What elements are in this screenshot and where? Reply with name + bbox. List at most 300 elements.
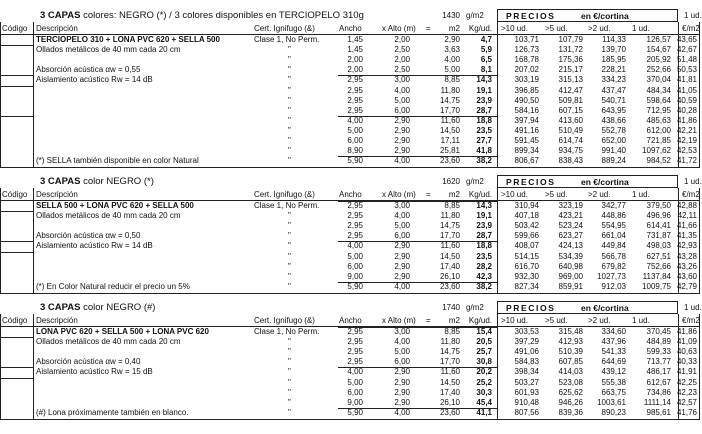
row-ancho: 9,00 bbox=[347, 271, 363, 281]
price-section bbox=[0, 10, 700, 171]
row-kg: 25,2 bbox=[476, 377, 492, 387]
row-alto: 2,50 bbox=[394, 45, 410, 55]
row-kg: 41,1 bbox=[476, 407, 492, 417]
row-price-2: 439,12 bbox=[601, 367, 626, 377]
row-ancho: 4,00 bbox=[347, 367, 363, 377]
row-ancho: 5,00 bbox=[347, 251, 363, 261]
row-m2: 14,50 bbox=[439, 377, 460, 387]
row-kg: 25,7 bbox=[476, 347, 492, 357]
row-m2: 14,50 bbox=[439, 125, 460, 135]
row-ancho: 2,95 bbox=[347, 211, 363, 221]
row-description: Ollados metálicos de 40 mm cada 20 cm bbox=[36, 337, 181, 347]
row-kg: 19,1 bbox=[476, 85, 492, 95]
row-kg: 4,7 bbox=[480, 35, 492, 44]
row-price-1: 734,86 bbox=[646, 387, 671, 397]
row-ancho: 5,00 bbox=[347, 125, 363, 135]
row-description: Ollados metálicos de 40 mm cada 20 cm bbox=[36, 211, 181, 221]
row-cert: " bbox=[288, 55, 291, 65]
row-cert: " bbox=[288, 95, 291, 105]
row-ancho: 2,95 bbox=[347, 221, 363, 231]
row-kg: 30,3 bbox=[476, 387, 492, 397]
row-alto: 6,00 bbox=[394, 231, 410, 241]
section-title-rest: color NEGRO (*) bbox=[80, 176, 154, 187]
row-cert: Clase 1, No Perm. bbox=[254, 201, 320, 210]
row-alto: 2,90 bbox=[394, 397, 410, 407]
row-ancho: 2,95 bbox=[347, 337, 363, 347]
row-price-2: 679,82 bbox=[601, 261, 626, 271]
row-kg: 15,4 bbox=[476, 327, 492, 336]
row-kg: 41,8 bbox=[476, 146, 492, 156]
row-price-2: 661,04 bbox=[601, 231, 626, 241]
precios-unit: en €/cortina bbox=[581, 177, 629, 187]
row-cert: " bbox=[288, 85, 291, 95]
row-ancho: 2,95 bbox=[347, 75, 363, 85]
row-cert: " bbox=[288, 241, 291, 251]
bottom-rule bbox=[0, 167, 700, 168]
row-m2: 23,60 bbox=[439, 156, 460, 166]
row-eur-m2: 51,48 bbox=[676, 55, 697, 65]
row-cert: Clase 1, No Perm. bbox=[254, 327, 320, 336]
row-description: LONA PVC 620 + SELLA 500 + LONA PVC 620 bbox=[36, 327, 209, 336]
row-price-5: 614,74 bbox=[558, 136, 583, 145]
row-alto: 2,90 bbox=[394, 115, 410, 125]
row-price-2: 912,03 bbox=[601, 281, 626, 291]
section-title-bold: 3 CAPAS bbox=[40, 176, 81, 187]
row-kg: 38,2 bbox=[476, 156, 492, 166]
row-m2: 11,80 bbox=[440, 211, 460, 221]
table-row bbox=[0, 221, 700, 231]
header-eur: €/m2 bbox=[682, 316, 700, 325]
row-ancho: 8,90 bbox=[347, 146, 363, 156]
row-price-5: 423,21 bbox=[558, 211, 583, 221]
row-alto: 4,00 bbox=[394, 337, 410, 347]
row-kg: 28,7 bbox=[476, 231, 492, 241]
row-alto: 2,00 bbox=[394, 55, 410, 65]
row-eur-m2: 41,86 bbox=[676, 327, 697, 336]
section-title bbox=[40, 10, 364, 22]
header-descripcion: Descripción bbox=[36, 190, 78, 199]
bottom-rule bbox=[0, 293, 700, 294]
row-ancho: 6,00 bbox=[347, 136, 363, 145]
row-cert: " bbox=[288, 75, 291, 85]
row-price-5: 607,15 bbox=[558, 105, 583, 115]
row-price-10: 514,15 bbox=[514, 251, 539, 261]
row-price-5: 412,93 bbox=[558, 337, 583, 347]
row-cert: " bbox=[288, 136, 291, 145]
header-codigo: Código bbox=[2, 190, 28, 199]
row-kg: 8,1 bbox=[480, 65, 492, 75]
row-kg: 20,2 bbox=[476, 367, 492, 377]
row-eur-m2: 41,86 bbox=[676, 115, 697, 125]
table-row bbox=[0, 86, 700, 96]
row-cert: " bbox=[288, 231, 291, 241]
row-cert: " bbox=[288, 211, 291, 221]
row-price-2: 139,70 bbox=[601, 45, 626, 55]
row-cert: " bbox=[288, 377, 291, 387]
header-p2: >5 ud. bbox=[545, 190, 568, 199]
row-cert: " bbox=[288, 397, 291, 407]
row-price-1: 599,33 bbox=[646, 347, 671, 357]
weight-value: 1430 bbox=[442, 11, 460, 20]
one-ud-header: 1 ud. bbox=[684, 303, 702, 312]
row-price-2: 228,21 bbox=[601, 65, 626, 75]
row-price-1: 1111,14 bbox=[643, 397, 671, 407]
row-price-5: 934,75 bbox=[558, 146, 583, 156]
table-row bbox=[0, 337, 700, 347]
header-p4: 1 ud. bbox=[632, 190, 650, 199]
header-cert: Cert. Ignifugo (&) bbox=[254, 24, 315, 33]
row-price-10: 408,07 bbox=[514, 241, 539, 251]
row-price-10: 407,18 bbox=[514, 211, 539, 221]
row-price-5: 424,13 bbox=[558, 241, 583, 251]
row-price-5: 510,39 bbox=[558, 347, 583, 357]
row-cert: " bbox=[288, 337, 291, 347]
row-price-5: 640,98 bbox=[558, 261, 583, 271]
row-price-10: 491,16 bbox=[514, 125, 539, 135]
row-price-10: 584,16 bbox=[514, 105, 539, 115]
row-price-2: 449,84 bbox=[601, 241, 626, 251]
row-price-5: 859,91 bbox=[558, 281, 583, 291]
row-price-1: 370,04 bbox=[646, 75, 671, 85]
row-price-5: 215,17 bbox=[558, 65, 583, 75]
price-section bbox=[0, 176, 700, 297]
row-price-2: 541,33 bbox=[601, 347, 626, 357]
row-cert: " bbox=[288, 156, 291, 166]
row-price-5: 969,00 bbox=[558, 271, 583, 281]
weight-unit: g/m2 bbox=[466, 177, 484, 186]
row-alto: 3,00 bbox=[394, 75, 410, 85]
table-row bbox=[0, 378, 700, 388]
section-title-bold: 3 CAPAS bbox=[40, 302, 81, 313]
header-eur: €/m2 bbox=[682, 24, 700, 33]
row-price-10: 491,06 bbox=[514, 347, 539, 357]
section-title-rest: colores: NEGRO (*) / 3 colores disponibles en TERCIOPELO 310g bbox=[80, 10, 364, 21]
table-row bbox=[0, 262, 700, 272]
row-kg: 14,3 bbox=[476, 201, 492, 210]
row-price-10: 310,94 bbox=[514, 201, 539, 210]
row-ancho: 4,00 bbox=[347, 241, 363, 251]
row-ancho: 2,95 bbox=[347, 201, 363, 210]
header-codigo: Código bbox=[2, 316, 28, 325]
header-p4: 1 ud. bbox=[632, 316, 650, 325]
row-alto: 6,00 bbox=[394, 357, 410, 367]
row-m2: 26,10 bbox=[439, 397, 460, 407]
row-eur-m2: 42,25 bbox=[676, 377, 697, 387]
row-price-1: 1097,62 bbox=[642, 146, 671, 156]
row-alto: 2,90 bbox=[394, 125, 410, 135]
row-price-1: 484,89 bbox=[646, 337, 671, 347]
row-price-2: 1003,61 bbox=[597, 397, 626, 407]
table-row bbox=[0, 282, 700, 292]
row-price-10: 899,34 bbox=[514, 146, 539, 156]
row-price-2: 114,33 bbox=[602, 35, 626, 44]
row-cert: Clase 1, No Perm. bbox=[254, 35, 320, 44]
row-description: Absorción acústica αw = 0,40 bbox=[36, 357, 141, 367]
row-price-5: 315,48 bbox=[558, 327, 583, 336]
row-kg: 19,1 bbox=[476, 211, 492, 221]
row-price-1: 252,66 bbox=[646, 65, 671, 75]
row-m2: 17,70 bbox=[439, 231, 460, 241]
row-eur-m2: 40,59 bbox=[676, 95, 697, 105]
row-eur-m2: 42,21 bbox=[676, 125, 697, 135]
table-row bbox=[0, 75, 700, 85]
row-price-1: 614,41 bbox=[646, 221, 671, 231]
row-price-2: 991,40 bbox=[601, 146, 626, 156]
row-ancho: 2,95 bbox=[347, 95, 363, 105]
row-price-1: 612,67 bbox=[646, 377, 671, 387]
row-price-10: 503,27 bbox=[514, 377, 539, 387]
row-price-10: 584,83 bbox=[514, 357, 539, 367]
row-cert: " bbox=[288, 407, 291, 417]
row-eur-m2: 42,53 bbox=[676, 146, 697, 156]
header-descripcion: Descripción bbox=[36, 316, 78, 325]
row-kg: 23,5 bbox=[476, 125, 492, 135]
row-ancho: 2,95 bbox=[347, 105, 363, 115]
row-price-5: 839,36 bbox=[558, 407, 583, 417]
precios-label: PRECIOS bbox=[506, 177, 556, 187]
row-kg: 18,8 bbox=[476, 241, 492, 251]
row-price-1: 379,50 bbox=[646, 201, 671, 210]
precios-label: PRECIOS bbox=[506, 11, 556, 21]
row-price-10: 303,53 bbox=[514, 327, 539, 336]
row-alto: 4,00 bbox=[394, 156, 410, 166]
header-kg: Kg/ud. bbox=[468, 190, 492, 199]
row-alto: 5,00 bbox=[394, 347, 410, 357]
table-row bbox=[0, 35, 700, 45]
table-row bbox=[0, 252, 700, 262]
row-eur-m2: 42,19 bbox=[676, 136, 697, 145]
row-price-5: 323,19 bbox=[558, 201, 583, 210]
header-eq: = bbox=[426, 316, 431, 325]
one-ud-header: 1 ud. bbox=[684, 177, 702, 186]
row-eur-m2: 41,05 bbox=[676, 85, 697, 95]
row-price-1: 713,77 bbox=[646, 357, 671, 367]
row-price-2: 185,95 bbox=[601, 55, 626, 65]
row-price-1: 370,45 bbox=[646, 327, 671, 336]
row-price-10: 168,78 bbox=[514, 55, 539, 65]
row-price-2: 437,47 bbox=[601, 85, 626, 95]
header-cert: Cert. Ignifugo (&) bbox=[254, 190, 315, 199]
row-price-10: 126,73 bbox=[514, 45, 539, 55]
row-price-5: 510,49 bbox=[558, 125, 583, 135]
row-eur-m2: 43,28 bbox=[676, 251, 697, 261]
row-m2: 17,40 bbox=[439, 387, 460, 397]
table-row bbox=[0, 45, 700, 55]
row-description: TERCIOPELO 310 + LONA PVC 620 + SELLA 500 bbox=[36, 35, 220, 44]
row-ancho: 1,45 bbox=[347, 35, 363, 44]
row-price-10: 397,94 bbox=[514, 115, 539, 125]
row-m2: 25,81 bbox=[439, 146, 460, 156]
section-title-rest: color NEGRO (#) bbox=[80, 302, 156, 313]
table-row bbox=[0, 126, 700, 136]
row-price-2: 1027,73 bbox=[597, 271, 626, 281]
row-cert: " bbox=[288, 281, 291, 291]
row-description: (*) SELLA también disponible en color Natural bbox=[36, 156, 199, 166]
row-cert: " bbox=[288, 125, 291, 135]
row-eur-m2: 41,72 bbox=[676, 156, 697, 166]
row-price-2: 552,78 bbox=[601, 125, 626, 135]
row-alto: 2,90 bbox=[394, 146, 410, 156]
row-cert: " bbox=[288, 271, 291, 281]
row-price-10: 827,34 bbox=[514, 281, 539, 291]
price-section bbox=[0, 302, 700, 423]
row-alto: 5,00 bbox=[394, 95, 410, 105]
row-eur-m2: 42,88 bbox=[676, 201, 697, 210]
row-alto: 6,00 bbox=[394, 105, 410, 115]
row-price-10: 807,56 bbox=[514, 407, 539, 417]
row-price-1: 1009,75 bbox=[642, 281, 671, 291]
row-ancho: 5,90 bbox=[347, 156, 363, 166]
row-price-10: 932,30 bbox=[514, 271, 539, 281]
table-row bbox=[0, 408, 700, 418]
row-price-2: 448,86 bbox=[601, 211, 626, 221]
header-m2: m2 bbox=[448, 24, 460, 33]
row-alto: 4,00 bbox=[394, 281, 410, 291]
row-price-10: 490,50 bbox=[514, 95, 539, 105]
row-price-2: 663,75 bbox=[601, 387, 626, 397]
row-price-5: 509,81 bbox=[558, 95, 583, 105]
header-alto: x Alto (m) bbox=[382, 316, 416, 325]
row-alto: 2,50 bbox=[394, 65, 410, 75]
row-price-1: 721,85 bbox=[646, 136, 671, 145]
row-price-1: 126,57 bbox=[646, 35, 671, 44]
row-kg: 28,7 bbox=[476, 105, 492, 115]
row-m2: 4,00 bbox=[444, 55, 460, 65]
row-description: Aislamiento acústico Rw = 14 dB bbox=[36, 241, 153, 251]
row-price-10: 396,85 bbox=[514, 85, 539, 95]
row-kg: 14,3 bbox=[476, 75, 492, 85]
table-row bbox=[0, 146, 700, 156]
row-price-5: 946,26 bbox=[558, 397, 583, 407]
row-m2: 8,85 bbox=[444, 201, 460, 210]
row-kg: 5,9 bbox=[480, 45, 492, 55]
table-row bbox=[0, 65, 700, 75]
row-description: SELLA 500 + LONA PVC 620 + SELLA 500 bbox=[36, 201, 194, 210]
row-kg: 23,9 bbox=[476, 221, 492, 231]
row-m2: 17,70 bbox=[439, 105, 460, 115]
row-ancho: 5,90 bbox=[347, 407, 363, 417]
row-eur-m2: 41,35 bbox=[676, 231, 697, 241]
table-row bbox=[0, 106, 700, 116]
table-row bbox=[0, 201, 700, 211]
table-row bbox=[0, 136, 700, 146]
header-eq: = bbox=[426, 190, 431, 199]
row-description: Ollados metálicos de 40 mm cada 20 cm bbox=[36, 45, 181, 55]
row-price-5: 607,85 bbox=[558, 357, 583, 367]
row-ancho: 6,00 bbox=[347, 387, 363, 397]
row-price-5: 131,72 bbox=[558, 45, 583, 55]
row-cert: " bbox=[288, 146, 291, 156]
row-m2: 11,60 bbox=[440, 367, 460, 377]
row-ancho: 5,90 bbox=[347, 281, 363, 291]
row-eur-m2: 40,28 bbox=[676, 105, 697, 115]
row-alto: 3,00 bbox=[394, 201, 410, 210]
row-cert: " bbox=[288, 221, 291, 231]
row-cert: " bbox=[288, 251, 291, 261]
row-price-1: 752,66 bbox=[646, 261, 671, 271]
row-eur-m2: 42,57 bbox=[676, 397, 697, 407]
header-p3: >2 ud. bbox=[588, 24, 611, 33]
row-price-1: 484,34 bbox=[646, 85, 671, 95]
table-row bbox=[0, 211, 700, 221]
one-ud-header: 1 ud. bbox=[684, 11, 702, 20]
row-price-1: 984,52 bbox=[646, 156, 671, 166]
row-m2: 23,60 bbox=[439, 407, 460, 417]
header-descripcion: Descripción bbox=[36, 24, 78, 33]
header-p3: >2 ud. bbox=[588, 316, 611, 325]
row-cert: " bbox=[288, 387, 291, 397]
row-ancho: 6,00 bbox=[347, 261, 363, 271]
precios-unit: en €/cortina bbox=[581, 11, 629, 21]
row-kg: 20,5 bbox=[476, 337, 492, 347]
row-price-5: 623,27 bbox=[558, 231, 583, 241]
table-row bbox=[0, 96, 700, 106]
row-ancho: 2,95 bbox=[347, 347, 363, 357]
section-title-bold: 3 CAPAS bbox=[40, 10, 81, 21]
row-kg: 23,9 bbox=[476, 95, 492, 105]
row-ancho: 2,95 bbox=[347, 357, 363, 367]
row-price-2: 554,95 bbox=[601, 221, 626, 231]
row-eur-m2: 41,81 bbox=[676, 75, 697, 85]
row-alto: 2,90 bbox=[394, 251, 410, 261]
row-price-2: 342,77 bbox=[601, 201, 626, 210]
row-price-2: 334,60 bbox=[601, 327, 626, 336]
row-alto: 2,90 bbox=[394, 241, 410, 251]
section-title bbox=[40, 302, 155, 314]
row-price-2: 334,23 bbox=[601, 75, 626, 85]
row-ancho: 2,00 bbox=[347, 65, 363, 75]
row-description: Aislamiento acústico Rw = 15 dB bbox=[36, 367, 153, 377]
row-description: (#) Lona próximamente también en blanco. bbox=[36, 407, 189, 417]
row-kg: 18,8 bbox=[476, 115, 492, 125]
row-m2: 5,00 bbox=[444, 65, 460, 75]
row-price-1: 498,03 bbox=[646, 241, 671, 251]
header-m2: m2 bbox=[448, 316, 460, 325]
row-alto: 4,00 bbox=[394, 407, 410, 417]
row-m2: 14,75 bbox=[439, 347, 460, 357]
row-price-5: 315,13 bbox=[558, 75, 583, 85]
weight-unit: g/m2 bbox=[466, 303, 484, 312]
row-price-5: 534,39 bbox=[558, 251, 583, 261]
row-price-2: 566,78 bbox=[601, 251, 626, 261]
row-price-10: 207,02 bbox=[514, 65, 539, 75]
row-eur-m2: 42,67 bbox=[676, 45, 697, 55]
row-alto: 4,00 bbox=[394, 85, 410, 95]
row-cert: " bbox=[288, 45, 291, 55]
row-price-5: 412,47 bbox=[558, 85, 583, 95]
row-cert: " bbox=[288, 261, 291, 271]
row-alto: 2,00 bbox=[394, 35, 410, 44]
row-eur-m2: 50,53 bbox=[676, 65, 697, 75]
row-eur-m2: 41,09 bbox=[676, 337, 697, 347]
header-p1: >10 ud. bbox=[501, 24, 528, 33]
row-price-10: 397,29 bbox=[514, 337, 539, 347]
row-eur-m2: 43,60 bbox=[676, 271, 697, 281]
row-cert: " bbox=[288, 367, 291, 377]
row-price-1: 1137,84 bbox=[642, 271, 671, 281]
table-row bbox=[0, 231, 700, 241]
row-price-2: 652,00 bbox=[601, 136, 626, 145]
row-m2: 8,85 bbox=[444, 327, 460, 336]
row-m2: 26,10 bbox=[439, 271, 460, 281]
row-m2: 11,60 bbox=[440, 115, 460, 125]
header-m2: m2 bbox=[448, 190, 460, 199]
table-row bbox=[0, 116, 700, 126]
row-ancho: 1,45 bbox=[347, 45, 363, 55]
row-ancho: 2,95 bbox=[347, 231, 363, 241]
row-price-1: 486,17 bbox=[646, 367, 671, 377]
row-alto: 4,00 bbox=[394, 211, 410, 221]
